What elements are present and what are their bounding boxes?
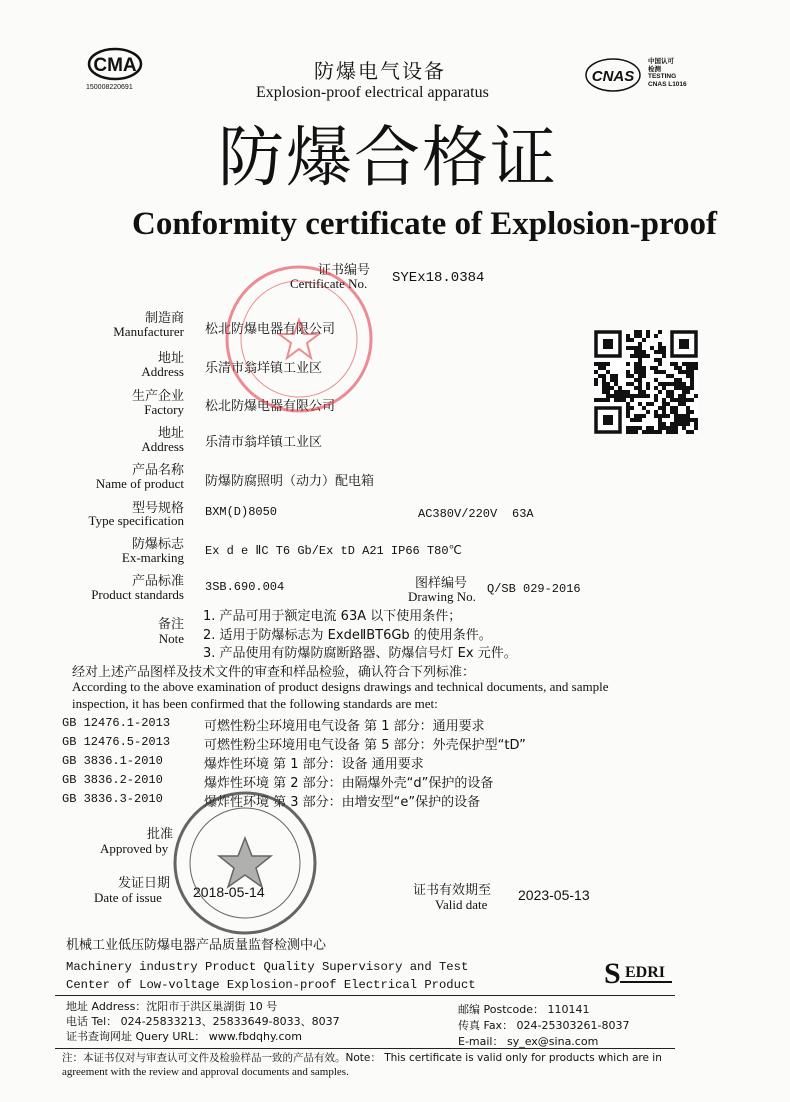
cma-code: 150008220691: [86, 84, 133, 91]
approval-label-cn: 批准: [147, 827, 174, 842]
approval-label-en: Approved by: [100, 841, 169, 856]
standard-name-5: 爆炸性环境 第 3 部分：由增安型“e”保护的设备: [204, 795, 481, 810]
address2-label-cn: 地址: [157, 426, 184, 441]
note-label-en: Note: [158, 631, 184, 646]
manufacturer-label-cn: 制造商: [144, 311, 184, 326]
svg-text:S: S: [604, 957, 621, 988]
factory-label-cn: 生产企业: [131, 389, 184, 404]
standard-name-1: 可燃性粉尘环境用电气设备 第 1 部分：通用要求: [204, 719, 485, 734]
header-title-cn: 防爆电气设备: [314, 59, 446, 83]
cnas-text-3: TESTING: [648, 73, 677, 80]
issue-label-en: Date of issue: [94, 890, 162, 905]
standards-value: 3SB.690.004: [205, 580, 285, 594]
cnas-logo: [585, 53, 705, 98]
standards-label-cn: 产品标准: [131, 574, 184, 589]
standard-name-4: 爆炸性环境 第 2 部分：由隔爆外壳“d”保护的设备: [204, 776, 494, 791]
svg-text:CNAS: CNAS: [591, 68, 635, 85]
note-label-cn: 备注: [157, 617, 184, 632]
cert-no-label-en: Certificate No.: [290, 276, 368, 291]
standard-code-3: GB 3836.1-2010: [62, 754, 163, 768]
type-spec-label-cn: 型号规格: [131, 501, 184, 516]
svg-text:CMA: CMA: [93, 55, 137, 76]
contact-postcode: 邮编 Postcode： 110141: [458, 1003, 590, 1016]
type-spec-label-en: Type specification: [88, 513, 184, 528]
issuer-en-1: Machinery industry Product Quality Supervisory and Test: [66, 960, 469, 974]
address1-value: 乐清市翁垟镇工业区: [205, 361, 323, 376]
standard-code-4: GB 3836.2-2010: [62, 773, 163, 787]
header-title-en: Explosion-proof electrical apparatus: [256, 84, 489, 101]
contact-url: 证书查询网址 Query URL： www.fbdqhy.com: [66, 1030, 302, 1043]
address1-label-en: Address: [141, 364, 184, 379]
cnas-text-4: CNAS L1016: [648, 80, 687, 88]
contact-address: 地址 Address：沈阳市于洪区巢湖街 10 号: [66, 1000, 278, 1013]
drawing-label-cn: 图样编号: [415, 576, 468, 591]
issue-label-cn: 发证日期: [118, 876, 171, 891]
qr-code: [594, 330, 698, 434]
factory-value: 松北防爆电器有限公司: [205, 399, 336, 414]
cert-no-label-cn: 证书编号: [318, 263, 371, 278]
product-name-label-cn: 产品名称: [131, 463, 184, 478]
ex-marking-label-en: Ex-marking: [121, 550, 184, 565]
main-title-cn: 防爆合格证: [218, 119, 558, 196]
address1-label-cn: 地址: [157, 351, 184, 366]
manufacturer-value: 松北防爆电器有限公司: [205, 322, 336, 337]
note-line-3: 3. 产品使用有防爆防腐断路器、防爆信号灯 Ex 元件。: [203, 646, 517, 661]
issue-value: 2018-05-14: [193, 884, 265, 900]
company-stamp: [222, 262, 377, 417]
basis-en-2: inspection, it has been confirmed that the following standards are met:: [72, 696, 438, 711]
address2-value: 乐清市翁垟镇工业区: [205, 435, 323, 450]
cnas-text-1: 中国认可: [648, 58, 674, 65]
type-spec-model: BXM(D)8050: [205, 505, 278, 519]
type-spec-current: 63A: [512, 507, 534, 521]
note-line-2: 2. 适用于防爆标志为 ExdeⅡBT6Gb 的使用条件。: [203, 628, 492, 643]
divider-bottom: [55, 1048, 675, 1049]
address2-label-en: Address: [141, 439, 184, 454]
contact-email: E-mail： sy_ex@sina.com: [458, 1035, 599, 1048]
valid-label-cn: 证书有效期至: [413, 883, 492, 898]
contact-fax: 传真 Fax： 024-25303261-8037: [458, 1019, 630, 1032]
standard-name-2: 可燃性粉尘环境用电气设备 第 5 部分：外壳保护型“tD”: [204, 738, 526, 753]
drawing-value: Q/SB 029-2016: [487, 582, 581, 596]
standard-code-1: GB 12476.1-2013: [62, 716, 171, 730]
standard-code-2: GB 12476.5-2013: [62, 735, 171, 749]
cert-no-value: SYEx18.0384: [392, 270, 485, 286]
footer-note-1: 注：本证书仅对与审查认可文件及检验样品一致的产品有效。Note： This certificate is valid only for products which are in: [62, 1052, 662, 1064]
contact-phone: 电话 Tel： 024-25833213、25833649-8033、8037: [66, 1015, 340, 1028]
cnas-text-2: 检测: [648, 65, 661, 73]
issuer-cn: 机械工业低压防爆电器产品质量监督检测中心: [66, 938, 327, 953]
ex-marking-value: Ex d e ⅡC T6 Gb/Ex tD A21 IP66 T80℃: [205, 544, 463, 558]
sedri-logo-text: EDRI: [625, 964, 666, 981]
ex-marking-label-cn: 防爆标志: [131, 537, 184, 552]
valid-value: 2023-05-13: [518, 887, 590, 903]
drawing-label-en: Drawing No.: [408, 589, 476, 604]
standard-name-3: 爆炸性环境 第 1 部分：设备 通用要求: [204, 757, 424, 772]
approval-stamp: [170, 788, 320, 938]
main-title-en: Conformity certificate of Explosion-proof: [132, 206, 718, 242]
cnas-text: [648, 58, 687, 88]
product-name-label-en: Name of product: [95, 476, 184, 491]
footer-note-2: agreement with the review and approval documents and samples.: [62, 1066, 349, 1078]
basis-cn: 经对上述产品图样及技术文件的审查和样品检验，确认符合下列标准：: [72, 665, 476, 680]
note-line-1: 1. 产品可用于额定电流 63A 以下使用条件；: [203, 609, 462, 624]
basis-en-1: According to the above examination of product designs drawings and technical documents, and sample: [72, 679, 609, 694]
standard-code-5: GB 3836.3-2010: [62, 792, 163, 806]
issuer-en-2: Center of Low-voltage Explosion-proof Electrical Product: [66, 978, 476, 992]
product-name-value: 防爆防腐照明（动力）配电箱: [205, 474, 375, 489]
divider-top: [55, 995, 675, 996]
valid-label-en: Valid date: [435, 897, 488, 912]
factory-label-en: Factory: [144, 402, 184, 417]
type-spec-voltage: AC380V/220V: [418, 507, 498, 521]
standards-label-en: Product standards: [91, 587, 184, 602]
manufacturer-label-en: Manufacturer: [113, 324, 184, 339]
